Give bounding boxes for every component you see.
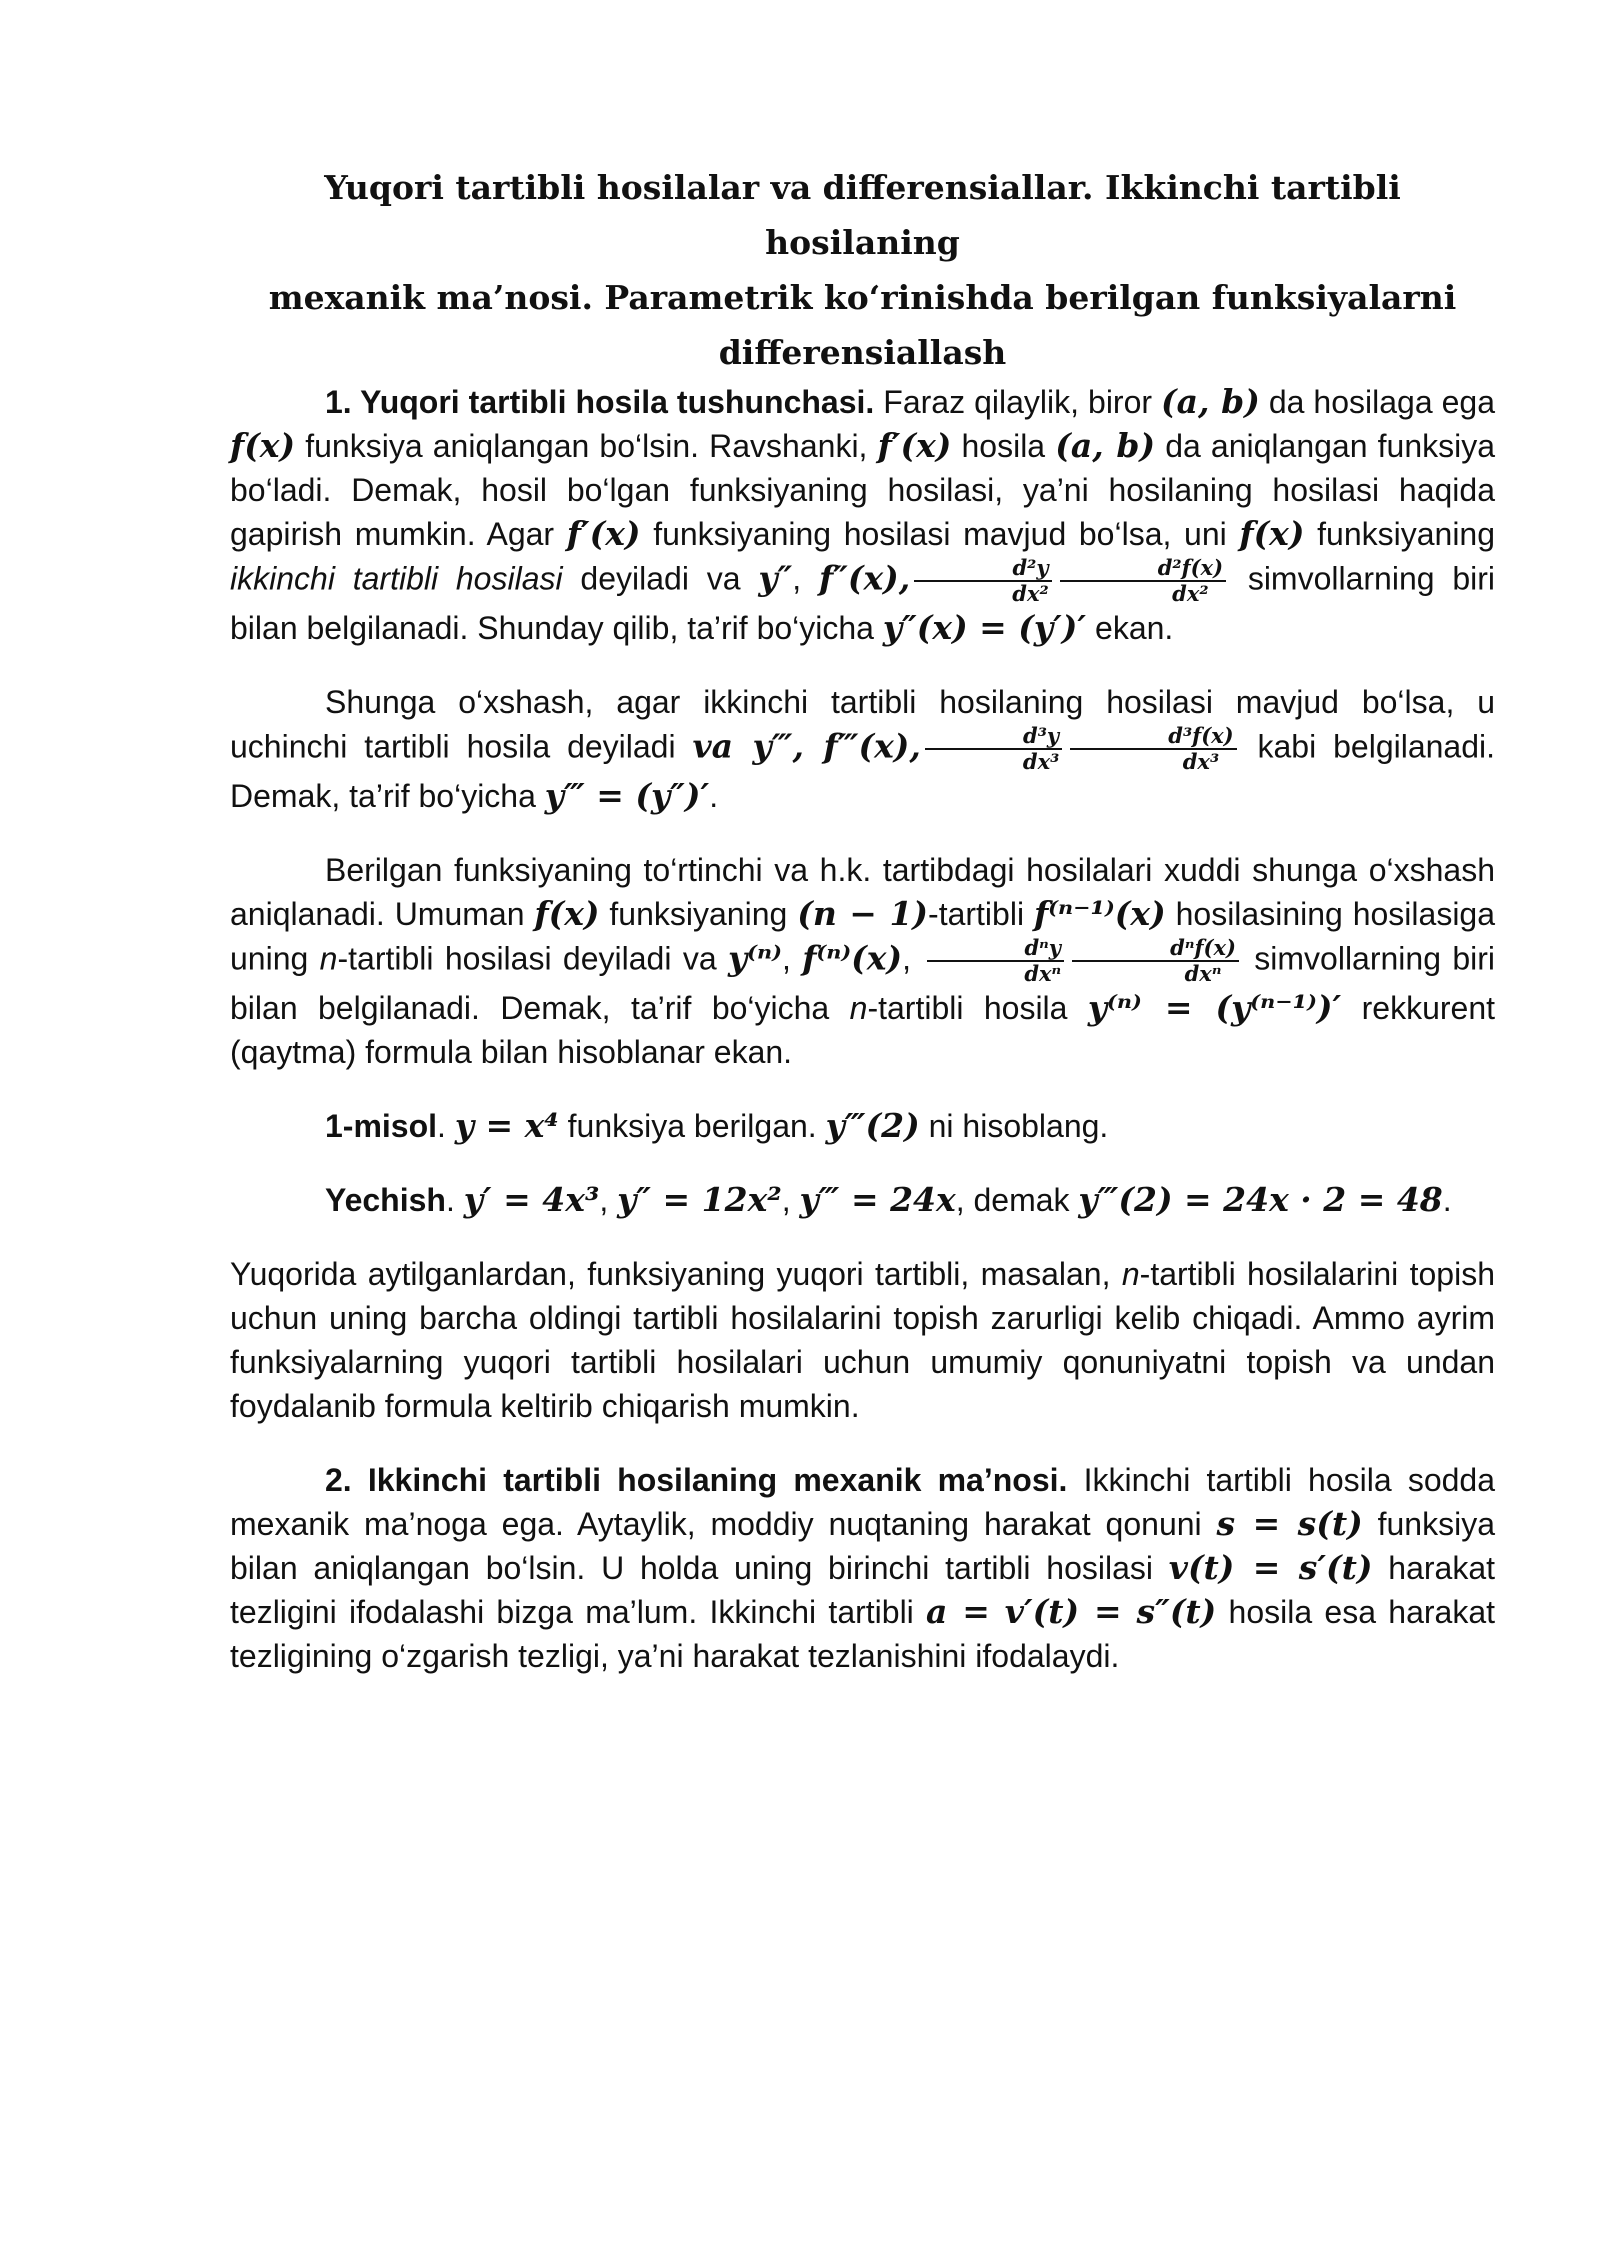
fraction-denominator: dx³ [1022, 749, 1060, 774]
title-line-1: Yuqori tartibli hosilalar va differensiallar. Ikkinchi tartibli hosilaning [324, 168, 1401, 262]
formula: y‴ = (y″)′ [544, 776, 710, 815]
text: simvollarning biri bilan belgilanadi. Shunday qilib, ta’rif bo‘yicha [230, 560, 1496, 646]
text: Yuqorida aytilganlardan, funksiyaning yuqori tartibli, masalan, [230, 1256, 1122, 1292]
section-heading-2: 2. Ikkinchi tartibli hosilaning mexanik ma’nosi. [325, 1462, 1068, 1498]
formula: v(t) = s′(t) [1168, 1548, 1373, 1587]
text: -tartibli hosilalarini topish uchun uning barcha oldingi tartibli hosilalarini topish zarurligi kelib chiqadi. Ammo ayrim funksiyalarning yuqori tartibli hosilalari uchun umumiy qonuniyatni topish va undan foydalanib formula keltirib chiqarish mumkin. [230, 1256, 1495, 1424]
formula: va y‴, f‴(x), [692, 726, 921, 766]
text: harakat tezligini ifodalashi bizga ma’lum. Ikkinchi tartibli [230, 1550, 1496, 1630]
fraction-numerator: dⁿy [927, 936, 1065, 962]
paragraph-mechanical-meaning [230, 1458, 1495, 1678]
paragraph-higher-order-derivative [230, 380, 1495, 650]
formula: y′ = 4x³ [463, 1180, 600, 1219]
formula: y⁽ⁿ⁾ [727, 938, 782, 978]
formula: (a, b) [1161, 382, 1260, 421]
section-heading-1: 1. Yuqori tartibli hosila tushunchasi. [325, 384, 875, 420]
italic-term: n [319, 940, 338, 977]
paragraph-general-rule [230, 1252, 1495, 1428]
text: hosila [951, 428, 1056, 464]
formula: y = x⁴ [454, 1106, 559, 1145]
text: funksiya bilan aniqlangan bo‘lsin. U holda uning birinchi tartibli hosilasi [230, 1506, 1495, 1586]
fraction-denominator: dx³ [1182, 749, 1220, 774]
text: . [1442, 1182, 1452, 1218]
text: kabi belgilanadi. Demak, ta’rif bo‘yicha [230, 728, 1496, 814]
fraction [1060, 556, 1226, 606]
fraction [926, 936, 1064, 986]
title-line-2: mexanik ma’nosi. Parametrik ko‘rinishda berilgan funksiyalarni [268, 278, 1457, 317]
text: hosilasining hosilasiga uning [230, 896, 1496, 977]
text: rekkurent (qaytma) formula bilan hisoblanar ekan. [230, 990, 1496, 1070]
text: , [599, 1182, 618, 1218]
formula: f″(x), [818, 558, 911, 598]
text: Shunga o‘xshash, agar ikkinchi tartibli hosilaning hosilasi mavjud bo‘lsa, u uchinchi tartibli hosila deyiladi [230, 684, 1495, 765]
paragraph-third-order [230, 680, 1495, 818]
formula: (n − 1) [797, 894, 929, 933]
text: ni hisoblang. [919, 1108, 1109, 1144]
text: , [781, 1182, 800, 1218]
formula: (a, b) [1055, 426, 1156, 465]
text: da aniqlangan funksiya bo‘ladi. Demak, hosil bo‘lgan funksiyaning hosilasi, ya’ni hosilaning hosilasi haqida gapirish mumkin. Agar [230, 428, 1496, 552]
example-1 [230, 1104, 1495, 1148]
text: funksiyaning [1304, 516, 1496, 552]
fraction-denominator: dxⁿ [1024, 961, 1062, 986]
text: . [709, 778, 719, 814]
solution [230, 1178, 1495, 1222]
italic-term: ikkinchi tartibli hosilasi [230, 560, 563, 597]
formula: y″ = 12x² [617, 1180, 782, 1219]
text: funksiya berilgan. [558, 1108, 826, 1144]
text: Ikkinchi tartibli hosila sodda mexanik ma’noga ega. Aytaylik, moddiy nuqtaning harakat qonuni [230, 1462, 1496, 1542]
fraction [1072, 936, 1239, 986]
fraction-numerator: d³y [925, 724, 1062, 750]
text: -tartibli hosilasi deyiladi va [337, 940, 728, 977]
formula: f⁽ⁿ⁾(x) [802, 938, 903, 978]
text: simvollarning biri bilan belgilanadi. Demak, ta’rif bo‘yicha [230, 940, 1496, 1026]
solution-label: Yechish [325, 1182, 446, 1218]
document-title [230, 160, 1495, 380]
fraction-denominator: dx² [1172, 581, 1209, 606]
text: funksiya aniqlangan bo‘lsin. Ravshanki, [295, 428, 878, 464]
text: ekan. [1086, 610, 1174, 646]
text: Berilgan funksiyaning to‘rtinchi va h.k. tartibdagi hosilalari xuddi shunga o‘xshash aniqlanadi. Umuman [230, 852, 1495, 932]
fraction [914, 556, 1051, 606]
text: . [445, 1182, 464, 1218]
formula: f′(x) [566, 514, 641, 553]
text: -tartibli [928, 896, 1034, 932]
formula: s = s(t) [1216, 1504, 1363, 1543]
formula: f(x) [534, 894, 600, 933]
text: , [781, 940, 803, 977]
text: da hosilaga ega [1259, 384, 1496, 420]
text: . [437, 1108, 455, 1144]
document-page [230, 160, 1495, 1678]
formula: a = v′(t) = s″(t) [926, 1592, 1217, 1631]
formula: y‴(2) = 24x · 2 = 48 [1078, 1180, 1443, 1219]
formula: y″(x) = (y′)′ [882, 608, 1087, 647]
formula: f(x) [230, 426, 296, 465]
formula: y‴ = 24x [799, 1180, 956, 1219]
italic-term: n [1121, 1256, 1140, 1292]
fraction-denominator: dxⁿ [1184, 961, 1222, 986]
formula: f⁽ⁿ⁻¹⁾(x) [1033, 894, 1166, 933]
text: , [902, 940, 923, 977]
text: , [792, 560, 819, 597]
fraction-numerator: dⁿf(x) [1072, 936, 1239, 962]
fraction [1070, 724, 1236, 774]
formula: y⁽ⁿ⁾ = (y⁽ⁿ⁻¹⁾)′ [1087, 988, 1342, 1027]
example-label: 1-misol [325, 1108, 438, 1144]
text: deyiladi va [562, 560, 759, 597]
formula: y″ [758, 558, 793, 598]
text: Faraz qilaylik, biror [874, 384, 1162, 420]
fraction-numerator: d²f(x) [1060, 556, 1226, 582]
fraction-numerator: d³f(x) [1070, 724, 1236, 750]
title-line-3: differensiallash [718, 333, 1007, 372]
formula: f(x) [1239, 514, 1305, 553]
formula: f′(x) [877, 426, 952, 465]
text: -tartibli hosila [867, 990, 1088, 1026]
text: hosila esa harakat tezligining o‘zgarish tezligi, ya’ni harakat tezlanishini ifodalaydi. [230, 1594, 1496, 1674]
italic-term: n [849, 990, 868, 1026]
formula: y‴(2) [825, 1106, 920, 1145]
text: funksiyaning [599, 896, 798, 932]
paragraph-nth-order [230, 848, 1495, 1074]
text: , demak [955, 1182, 1079, 1218]
fraction-denominator: dx² [1012, 581, 1049, 606]
text: funksiyaning hosilasi mavjud bo‘lsa, uni [640, 516, 1240, 552]
fraction-numerator: d²y [914, 556, 1051, 582]
fraction [925, 724, 1062, 774]
